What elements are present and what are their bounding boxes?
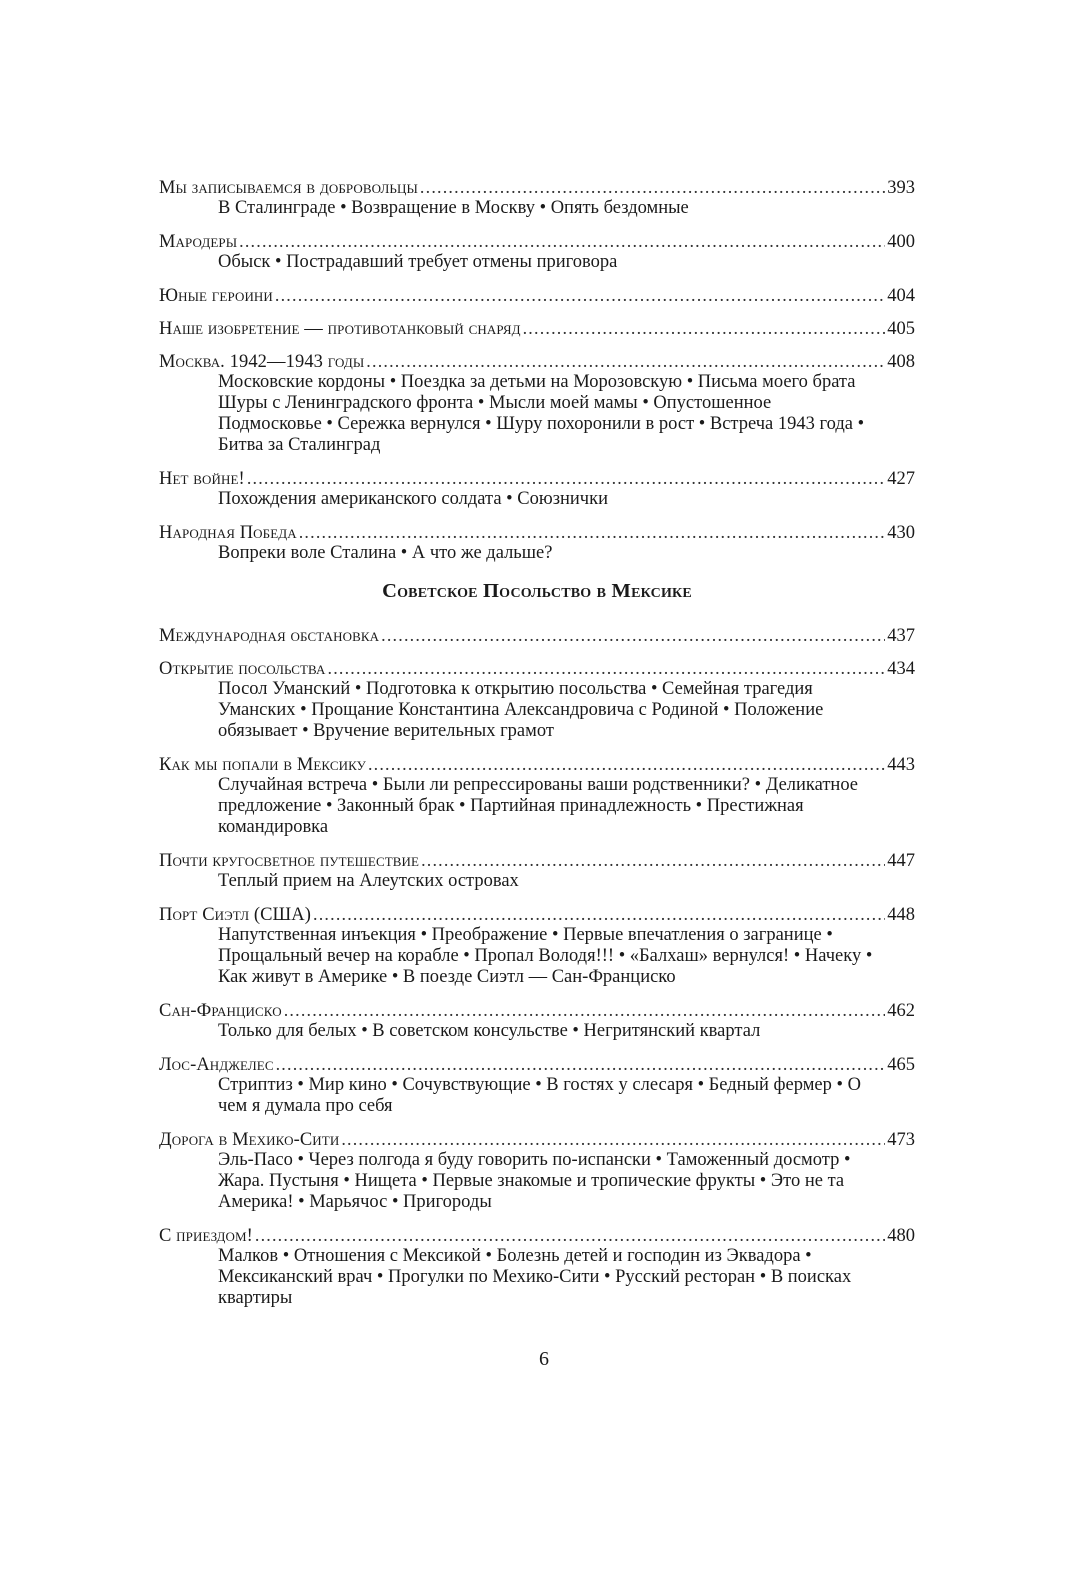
toc-entry-page: 404 (887, 286, 915, 306)
toc-entry-page: 480 (887, 1226, 915, 1246)
toc-entry-row (159, 176, 915, 198)
toc-entry-subtopics: Малков • Отношения с Мексикой • Болезнь детей и господин из Эквадора • Мексиканский врач • Прогулки по Мехико-Сити • Русский ресторан • В поисках квартиры (218, 1246, 852, 1308)
toc-entry-subtopics: Московские кордоны • Поездка за детьми на Морозовскую • Письма моего брата Шуры с Ленинградского фронта • Мысли моей мамы • Опустошенное Подмосковье • Сережка вернулся • Шуру похоронили в рост • Встреча 1943 года • Битва за Сталинград (218, 372, 865, 455)
dot-leader (276, 1053, 886, 1075)
toc-entry-subtopics: В Сталинграде • Возвращение в Москву • Опять бездомные (218, 198, 689, 218)
toc-entry (159, 1224, 915, 1309)
toc-entry-subtopics: Посол Уманский • Подготовка к открытию посольства • Семейная трагедия Уманских • Прощание Константина Александровича с Родиной • Положение обязывает • Вручение верительных грамот (218, 679, 824, 741)
toc-entry (159, 657, 915, 742)
toc-entry-page: 434 (887, 659, 915, 679)
dot-leader (420, 176, 885, 198)
toc-entry-page: 430 (887, 523, 915, 543)
toc-entry-page: 443 (887, 755, 915, 775)
toc-entry (159, 624, 915, 646)
toc-entry (159, 849, 915, 892)
toc-entry-subtopics: Теплый прием на Алеутских островах (218, 871, 519, 891)
toc-entry-page: 437 (887, 626, 915, 646)
dot-leader (275, 284, 885, 306)
dot-leader (368, 753, 885, 775)
toc-entry-page: 405 (887, 319, 915, 339)
toc-entry-title: Народная Победа (159, 523, 297, 543)
toc-entry-row (159, 284, 915, 306)
toc-entry-row (159, 467, 915, 489)
toc-entry-page: 462 (887, 1001, 915, 1021)
toc-entry-page: 393 (887, 178, 915, 198)
toc-entry-row (159, 230, 915, 252)
dot-leader (421, 849, 885, 871)
toc-entry-page: 465 (887, 1055, 915, 1075)
toc-entry-subtopics: Вопреки воле Сталина • А что же дальше? (218, 543, 553, 563)
toc-entry-title: Мы записываемся в добровольцы (159, 178, 418, 198)
section-heading: Советское Посольство в Мексике (382, 580, 692, 602)
dot-leader (239, 230, 885, 252)
toc-entry (159, 1128, 915, 1213)
toc-entry-title: Как мы попали в Мексику (159, 755, 366, 775)
toc-entry-subtopics: Стриптиз • Мир кино • Сочувствующие • В гостях у слесаря • Бедный фермер • О чем я думала про себя (218, 1075, 861, 1116)
toc-entry-title: Юные героини (159, 286, 273, 306)
toc-entry (159, 317, 915, 339)
toc-entry-subtopics: Напутственная инъекция • Преображение • Первые впечатления о загранице • Прощальный вечер на корабле • Пропал Володя!!! • «Балхаш» вернулся! • Начеку • Как живут в Америке • В поезде Сиэтл — Сан-Франциско (218, 925, 873, 987)
toc-entry-subtopics: Случайная встреча • Были ли репрессированы ваши родственники? • Деликатное предложение • Законный брак • Партийная принадлежность • Престижная командировка (218, 775, 859, 837)
toc-entry-row (159, 521, 915, 543)
toc-entry-title: Москва. 1942—1943 годы (159, 352, 365, 372)
toc-entry-title: Сан-Франциско (159, 1001, 282, 1021)
toc-entry-page: 447 (887, 851, 915, 871)
dot-leader (328, 657, 886, 679)
dot-leader (299, 521, 886, 543)
toc-entry-row (159, 999, 915, 1021)
toc-entry-page: 400 (887, 232, 915, 252)
toc-entry-title: Мародеры (159, 232, 238, 252)
toc-entry-row (159, 350, 915, 372)
toc-entry-page: 408 (887, 352, 915, 372)
toc-entry-subtopics: Похождения американского солдата • Союзнички (218, 489, 608, 509)
toc-entry-row (159, 849, 915, 871)
toc-entry-title: Почти кругосветное путешествие (159, 851, 420, 871)
toc-entry-title: Порт Сиэтл (США) (159, 905, 312, 925)
toc-entry-row (159, 624, 915, 646)
toc-entry (159, 1053, 915, 1117)
page-number: 6 (539, 1348, 549, 1370)
toc-entry-row (159, 1053, 915, 1075)
toc-list-bottom (159, 624, 915, 1309)
toc-entry-page: 473 (887, 1130, 915, 1150)
table-of-contents (159, 176, 915, 1320)
toc-entry-title: Нет войне! (159, 469, 245, 489)
toc-entry (159, 284, 915, 306)
dot-leader (313, 903, 885, 925)
toc-entry-subtopics: Обыск • Пострадавший требует отмены приговора (218, 252, 618, 272)
dot-leader (341, 1128, 885, 1150)
dot-leader (366, 350, 885, 372)
toc-entry-title: Наше изобретение — противотанковый снаряд (159, 319, 521, 339)
toc-entry-row (159, 1224, 915, 1246)
toc-entry-row (159, 657, 915, 679)
toc-entry-title: Лос-Анджелес (159, 1055, 274, 1075)
toc-entry-row (159, 903, 915, 925)
toc-entry (159, 176, 915, 219)
toc-entry-title: С приездом! (159, 1226, 253, 1246)
toc-entry-row (159, 1128, 915, 1150)
toc-entry (159, 467, 915, 510)
toc-entry (159, 999, 915, 1042)
dot-leader (247, 467, 885, 489)
toc-list-top (159, 176, 915, 564)
toc-entry-title: Открытие посольства (159, 659, 326, 679)
toc-entry-subtopics: Эль-Пасо • Через полгода я буду говорить по-испански • Таможенный досмотр • Жара. Пустыня • Нищета • Первые знакомые и тропические фрукты • Это не та Америка! • Марьячос • Пригороды (218, 1150, 851, 1212)
toc-entry-page: 448 (887, 905, 915, 925)
toc-entry (159, 350, 915, 456)
dot-leader (255, 1224, 885, 1246)
toc-entry (159, 521, 915, 564)
toc-entry (159, 903, 915, 988)
toc-entry (159, 753, 915, 838)
dot-leader (523, 317, 886, 339)
dot-leader (284, 999, 886, 1021)
toc-entry (159, 230, 915, 273)
toc-entry-row (159, 753, 915, 775)
toc-entry-subtopics: Только для белых • В советском консульстве • Негритянский квартал (218, 1021, 761, 1041)
toc-entry-page: 427 (887, 469, 915, 489)
toc-entry-title: Международная обстановка (159, 626, 380, 646)
toc-entry-title: Дорога в Мехико-Сити (159, 1130, 340, 1150)
toc-entry-row (159, 317, 915, 339)
dot-leader (381, 624, 885, 646)
